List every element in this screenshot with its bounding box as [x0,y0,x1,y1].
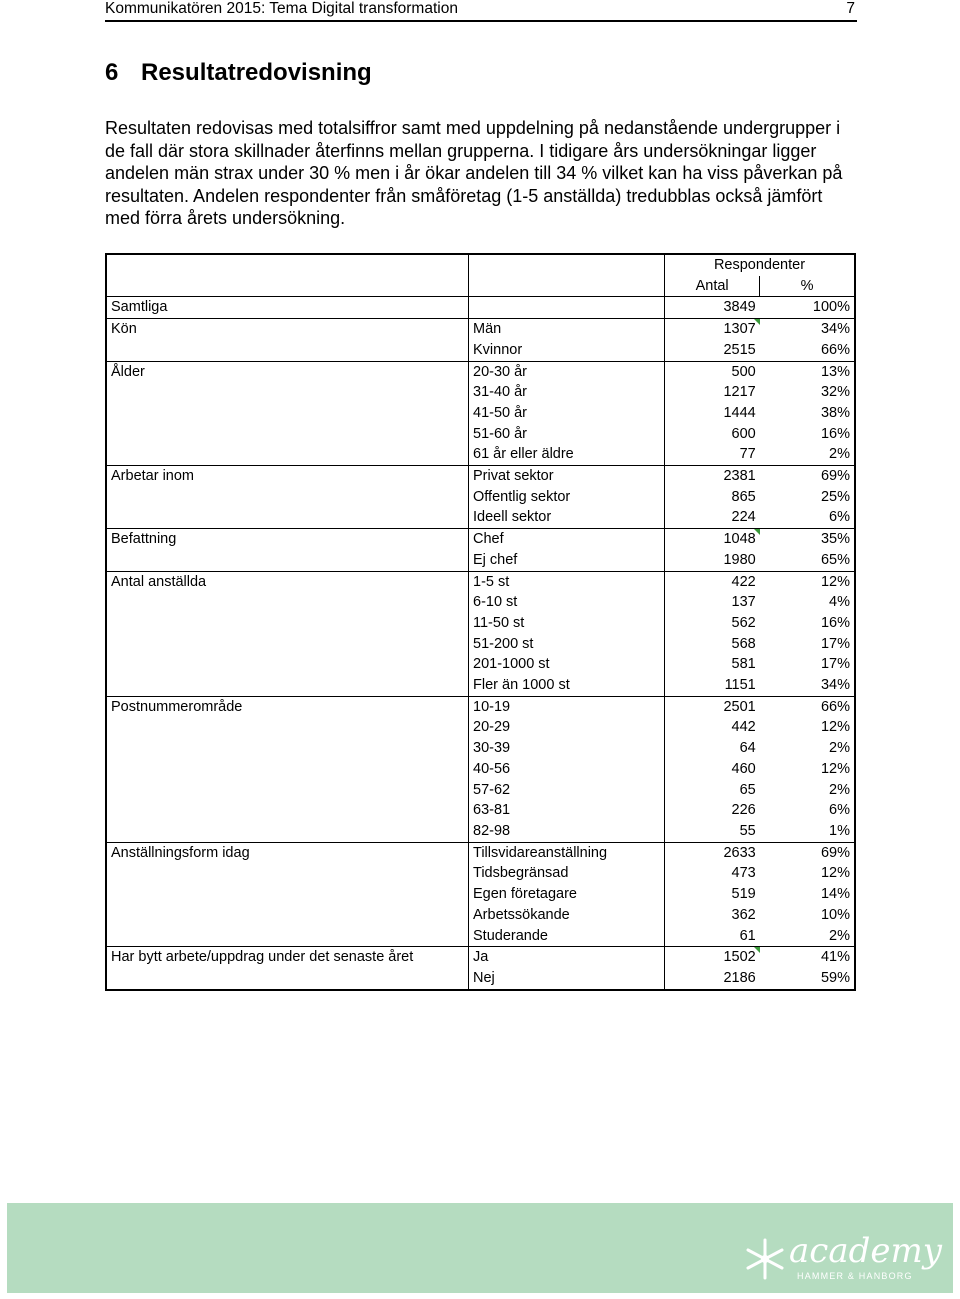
subgroup-cell: 51-60 år [469,424,665,445]
table-row [106,444,855,465]
group-cell: Befattning [106,529,469,550]
count-cell: 1980 [723,551,756,568]
count-cell: 600 [731,425,756,442]
subgroup-cell: Egen företagare [469,884,665,905]
respondent-table [105,253,856,991]
table-row [106,654,855,675]
section-title: Resultatredovisning [141,59,372,86]
percent-cell: 65% [820,551,850,568]
group-cell [106,444,469,465]
table-row [106,800,855,821]
table-row [106,905,855,926]
group-cell [106,507,469,528]
count-cell: 2381 [665,466,760,487]
table-row [106,507,855,528]
subgroup-cell: 63-81 [469,800,665,821]
subgroup-cell: 51-200 st [469,634,665,655]
subgroup-cell: Nej [469,968,665,990]
table-row [106,571,855,592]
count-cell: 1217 [723,384,756,401]
table-row [106,529,855,550]
percent-cell: 35% [760,529,855,550]
count-cell: 77 [739,446,756,463]
subgroup-cell: Tidsbegränsad [469,863,665,884]
subgroup-cell: 61 år eller äldre [469,444,665,465]
table-row [106,466,855,487]
count-cell: 581 [731,656,756,673]
table-header-row-2 [106,276,855,297]
table-header-row-1 [106,254,855,276]
table-row [106,926,855,947]
group-cell: Har bytt arbete/uppdrag under det senaste året [106,947,469,968]
count-cell: 3849 [665,297,760,319]
percent-cell: 17% [820,635,850,652]
percent-cell: 34% [820,677,850,694]
count-cell: 2186 [723,969,756,986]
table-row [106,947,855,968]
group-cell [106,340,469,361]
percent-cell: 12% [760,571,855,592]
subgroup-cell: 10-19 [469,696,665,717]
count-cell: 224 [731,509,756,526]
count-cell: 460 [731,760,756,777]
group-cell [106,968,469,990]
group-cell [106,424,469,445]
group-cell: Samtliga [106,297,469,319]
subgroup-cell: Ja [469,947,665,968]
percent-cell: 66% [760,696,855,717]
group-cell [106,403,469,424]
document-title: Kommunikatören 2015: Tema Digital transformation [105,0,458,17]
page-header [105,0,857,22]
table-row [106,696,855,717]
count-cell: 500 [665,361,760,382]
group-cell [106,654,469,675]
percent-cell: 12% [820,760,850,777]
group-cell [106,800,469,821]
percent-cell: 4% [829,594,850,611]
table-row [106,613,855,634]
subgroup-cell: 82-98 [469,821,665,842]
table-row [106,759,855,780]
percent-cell: 6% [829,509,850,526]
group-cell [106,759,469,780]
table-row [106,738,855,759]
section-number: 6 [105,59,119,86]
group-cell [106,717,469,738]
intro-paragraph: Resultaten redovisas med totalsiffror samt med uppdelning på nedanstående undergrupper i de fall där stora skillnader återfinns mellan grupperna. I tidigare års undersökningar ligger andelen män strax under 30 % men i år ökar andelen till 34 % vilket kan ha viss påverkan på resultaten. Andelen respondenter från småföretag (1-5 anställda) tredubblas också jämfört med förra årets undersökning. [105,118,843,229]
section-heading [105,58,372,88]
percent-cell: 69% [760,842,855,863]
subgroup-cell: 40-56 [469,759,665,780]
table-row [106,319,855,340]
table-row [106,821,855,842]
subgroup-cell: Fler än 1000 st [469,675,665,696]
subgroup-cell: Ej chef [469,550,665,571]
table-row [106,842,855,863]
footer-band [7,1203,953,1293]
group-cell [106,382,469,403]
table-row [106,424,855,445]
subgroup-cell: 6-10 st [469,592,665,613]
count-cell: 2633 [665,842,760,863]
percent-cell: 14% [820,886,850,903]
subgroup-cell: Studerande [469,926,665,947]
count-cell: 519 [731,886,756,903]
count-cell: 1502 [665,947,760,968]
subgroup-cell: Arbetssökande [469,905,665,926]
table-row [106,592,855,613]
percent-cell: 59% [820,969,850,986]
count-cell: 442 [731,719,756,736]
group-cell [106,905,469,926]
count-cell: 473 [731,865,756,882]
percent-cell: 12% [820,865,850,882]
subgroup-cell: Ideell sektor [469,507,665,528]
count-cell: 1444 [723,404,756,421]
group-cell [106,821,469,842]
count-cell: 362 [731,906,756,923]
group-cell [106,613,469,634]
subgroup-cell: Chef [469,529,665,550]
table-row [106,361,855,382]
subgroup-cell [469,297,665,319]
percent-cell: 25% [820,488,850,505]
percent-cell: 16% [820,614,850,631]
percent-cell: 10% [820,906,850,923]
group-cell [106,675,469,696]
subgroup-cell: Kvinnor [469,340,665,361]
subgroup-cell: 57-62 [469,780,665,801]
group-cell: Arbetar inom [106,466,469,487]
percent-cell: 16% [820,425,850,442]
percent-cell: 2% [829,446,850,463]
table-row [106,968,855,990]
logo-wordmark: academy [789,1231,942,1271]
percent-cell: 66% [820,341,850,358]
group-cell: Kön [106,319,469,340]
group-cell: Ålder [106,361,469,382]
table-row [106,403,855,424]
table-row [106,863,855,884]
percent-header: % [800,277,814,294]
count-cell: 568 [731,635,756,652]
count-cell: 55 [739,822,756,839]
group-cell [106,884,469,905]
subgroup-cell: 201-1000 st [469,654,665,675]
subgroup-cell: 31-40 år [469,382,665,403]
subgroup-cell: 41-50 år [469,403,665,424]
percent-cell: 12% [820,719,850,736]
count-cell: 226 [731,802,756,819]
subgroup-cell: 20-29 [469,717,665,738]
table-row [106,675,855,696]
subgroup-cell: Män [469,319,665,340]
group-cell [106,634,469,655]
percent-cell: 34% [760,319,855,340]
subgroup-cell: 1-5 st [469,571,665,592]
count-cell: 865 [731,488,756,505]
group-cell [106,738,469,759]
count-cell: 1048 [665,529,760,550]
count-cell: 61 [739,927,756,944]
table-row [106,382,855,403]
subgroup-cell: Privat sektor [469,466,665,487]
percent-cell: 2% [829,740,850,757]
logo-subtitle: HAMMER & HANBORG [797,1271,913,1281]
percent-cell: 100% [760,297,855,319]
percent-cell: 1% [829,822,850,839]
count-cell: 2501 [665,696,760,717]
subgroup-cell: Offentlig sektor [469,487,665,508]
group-cell [106,550,469,571]
respondents-header: Respondenter [713,257,806,273]
count-cell: 64 [739,740,756,757]
group-cell [106,592,469,613]
star-icon [743,1237,787,1281]
count-cell: 65 [739,781,756,798]
count-cell: 562 [731,614,756,631]
table-row [106,487,855,508]
academy-logo [743,1231,942,1289]
percent-cell: 13% [760,361,855,382]
subgroup-cell: 20-30 år [469,361,665,382]
percent-cell: 41% [760,947,855,968]
table-row [106,634,855,655]
table-row [106,297,855,319]
percent-cell: 2% [829,927,850,944]
table-row [106,717,855,738]
count-header: Antal [665,276,760,297]
percent-cell: 69% [760,466,855,487]
subgroup-cell: Tillsvidareanställning [469,842,665,863]
count-cell: 1151 [724,677,756,694]
page-number: 7 [846,0,855,17]
group-cell: Antal anställda [106,571,469,592]
group-cell [106,926,469,947]
subgroup-cell: 30-39 [469,738,665,759]
count-cell: 2515 [723,341,756,358]
group-cell: Anställningsform idag [106,842,469,863]
percent-cell: 38% [820,404,850,421]
group-cell [106,487,469,508]
count-cell: 137 [731,594,756,611]
table-row [106,550,855,571]
table-row [106,340,855,361]
count-cell: 422 [665,571,760,592]
table-row [106,780,855,801]
percent-cell: 17% [820,656,850,673]
count-cell: 1307 [665,319,760,340]
percent-cell: 6% [829,802,850,819]
table-row [106,884,855,905]
percent-cell: 2% [829,781,850,798]
group-cell [106,863,469,884]
percent-cell: 32% [820,384,850,401]
group-cell [106,780,469,801]
subgroup-cell: 11-50 st [469,613,665,634]
group-cell: Postnummerområde [106,696,469,717]
